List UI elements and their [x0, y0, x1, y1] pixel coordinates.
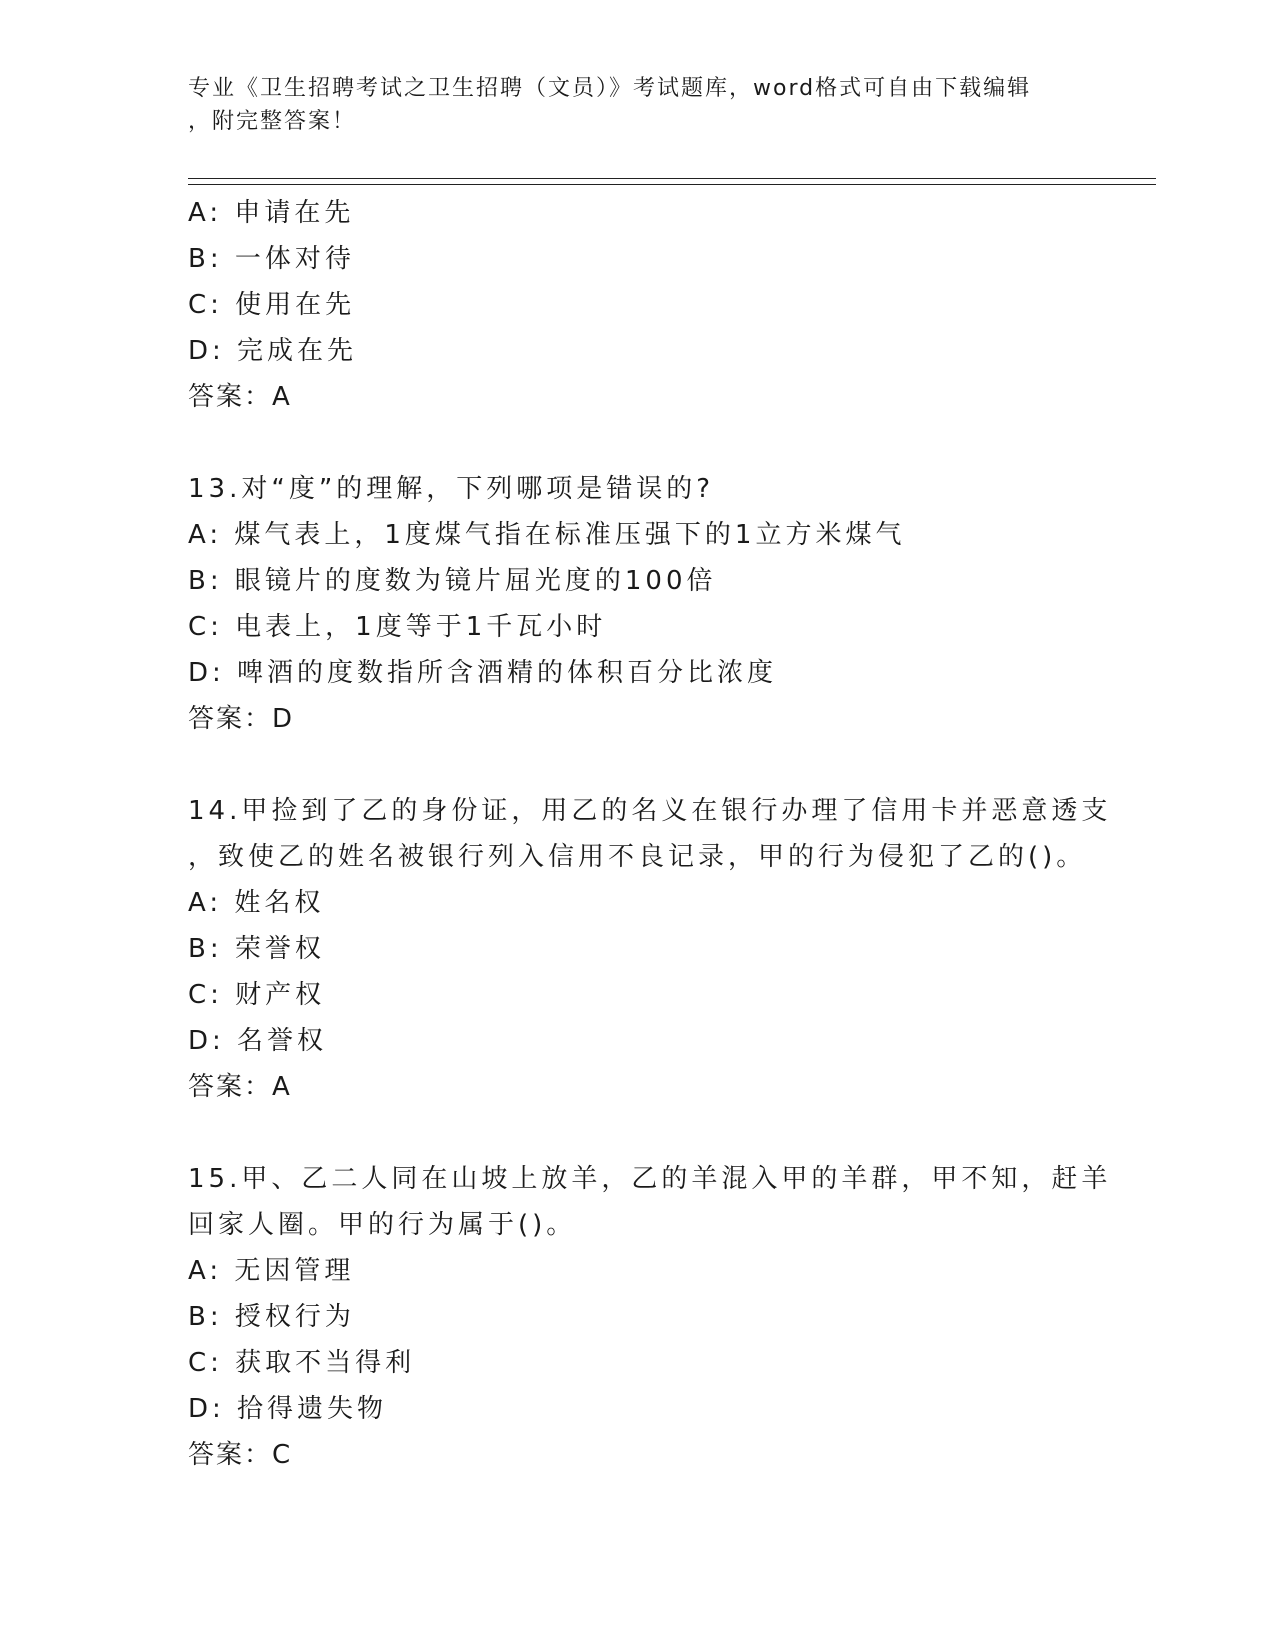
answer-line: 答案：C — [188, 1440, 293, 1470]
option-a: A: 申请在先 — [188, 198, 355, 228]
option-d: D: 名誉权 — [188, 1026, 328, 1056]
answer-line: 答案：A — [188, 382, 292, 412]
option-c: C: 财产权 — [188, 980, 326, 1010]
question-stem-line-1: 15.甲、乙二人同在山坡上放羊，乙的羊混入甲的羊群，甲不知，赶羊 — [188, 1164, 1112, 1194]
spacer — [188, 742, 1148, 788]
header-divider-top — [188, 178, 1156, 179]
question-13 — [188, 466, 1148, 742]
question-stem-line-2: ，致使乙的姓名被银行列入信用不良记录，甲的行为侵犯了乙的()。 — [188, 842, 1087, 872]
option-d: D: 完成在先 — [188, 336, 358, 366]
question-stem-line-1: 14.甲捡到了乙的身份证，用乙的名义在银行办理了信用卡并恶意透支 — [188, 796, 1112, 826]
option-a: A: 煤气表上，1度煤气指在标准压强下的1立方米煤气 — [188, 520, 906, 550]
document-header — [188, 72, 1088, 138]
question-stem-line-2: 回家人圈。甲的行为属于()。 — [188, 1210, 577, 1240]
question-list — [188, 190, 1148, 1478]
option-b: B: 一体对待 — [188, 244, 355, 274]
option-a: A: 姓名权 — [188, 888, 325, 918]
header-divider-bottom — [188, 184, 1156, 185]
option-b: B: 荣誉权 — [188, 934, 325, 964]
option-c: C: 获取不当得利 — [188, 1348, 416, 1378]
question-15 — [188, 1156, 1148, 1478]
spacer — [188, 1110, 1148, 1156]
option-c: C: 电表上，1度等于1千瓦小时 — [188, 612, 607, 642]
option-c: C: 使用在先 — [188, 290, 356, 320]
header-line-1: 专业《卫生招聘考试之卫生招聘（文员）》考试题库，word格式可自由下载编辑 — [188, 76, 1032, 101]
option-b: B: 眼镜片的度数为镜片屈光度的100倍 — [188, 566, 717, 596]
question-stem: 13.对“度”的理解，下列哪项是错误的? — [188, 474, 715, 504]
spacer — [188, 420, 1148, 466]
option-d: D: 拾得遗失物 — [188, 1394, 388, 1424]
answer-line: 答案：D — [188, 704, 295, 734]
option-d: D: 啤酒的度数指所含酒精的体积百分比浓度 — [188, 658, 778, 688]
answer-line: 答案：A — [188, 1072, 292, 1102]
header-line-2: ，附完整答案！ — [188, 109, 357, 134]
question-14 — [188, 788, 1148, 1110]
option-b: B: 授权行为 — [188, 1302, 355, 1332]
option-a: A: 无因管理 — [188, 1256, 355, 1286]
question-12-continued — [188, 190, 1148, 420]
